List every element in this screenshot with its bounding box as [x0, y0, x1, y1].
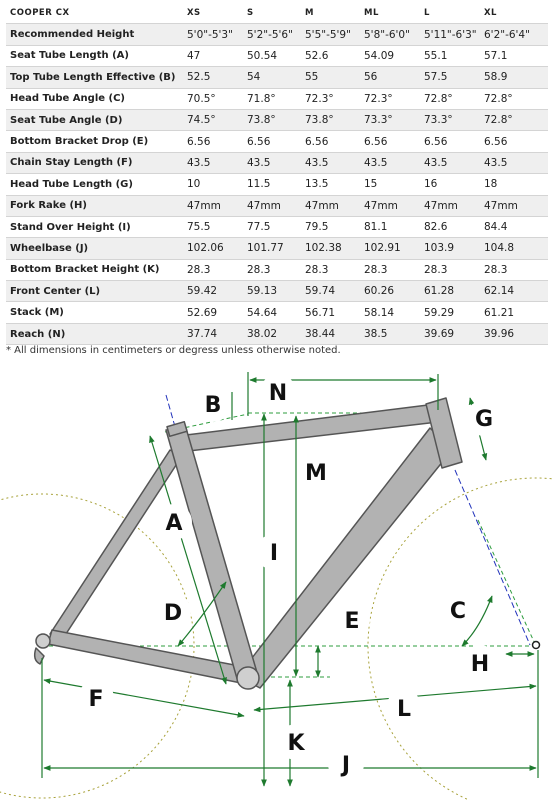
table-cell: 73.8° [243, 109, 301, 130]
row-label: Bottom Bracket Height (K) [6, 259, 183, 280]
svg-text:B: B [204, 393, 222, 418]
label-k [278, 724, 314, 760]
label-n [260, 374, 296, 410]
table-cell: 79.5 [301, 216, 360, 237]
svg-text:A: A [165, 511, 183, 536]
table-cell: 72.8° [420, 88, 480, 109]
table-row [6, 131, 548, 152]
front-wheel-arc [368, 478, 554, 800]
table-row [6, 45, 548, 66]
table-cell: 50.54 [243, 45, 301, 66]
table-cell: 58.14 [360, 302, 420, 323]
table-cell: 81.1 [360, 216, 420, 237]
table-row [6, 302, 548, 323]
label-j [328, 746, 364, 782]
table-cell: 56.71 [301, 302, 360, 323]
table-cell: 59.13 [243, 281, 301, 302]
row-label: Recommended Height [6, 24, 183, 45]
svg-text:G: G [474, 407, 494, 432]
table-cell: 104.8 [480, 238, 548, 259]
table-cell: 43.5 [183, 152, 243, 173]
table-cell: 6'2"-6'4" [480, 24, 548, 45]
table-cell: 52.5 [183, 67, 243, 88]
table-cell: 28.3 [301, 259, 360, 280]
rear-dropout [36, 634, 50, 648]
table-cell: 101.77 [243, 238, 301, 259]
table-cell: 72.3° [301, 88, 360, 109]
table-cell: 47mm [243, 195, 301, 216]
table-cell: 102.06 [183, 238, 243, 259]
table-cell: 82.6 [420, 216, 480, 237]
table-cell: 38.5 [360, 323, 420, 344]
table-cell: 47mm [301, 195, 360, 216]
svg-text:J: J [341, 753, 351, 778]
table-cell: 43.5 [301, 152, 360, 173]
dim-f-line [44, 680, 244, 716]
row-label: Top Tube Length Effective (B) [6, 67, 183, 88]
table-cell: 70.5° [183, 88, 243, 109]
table-cell: 71.8° [243, 88, 301, 109]
table-cell: 72.8° [480, 88, 548, 109]
table-cell: 38.44 [301, 323, 360, 344]
table-cell: 38.02 [243, 323, 301, 344]
table-cell: 28.3 [420, 259, 480, 280]
label-m [298, 454, 334, 490]
table-cell: 54 [243, 67, 301, 88]
label-d [155, 594, 191, 630]
svg-text:D: D [163, 601, 183, 626]
table-row [6, 238, 548, 259]
table-cell: 73.8° [301, 109, 360, 130]
table-cell: 39.69 [420, 323, 480, 344]
table-cell: 15 [360, 174, 420, 195]
frame-geometry-diagram [0, 362, 554, 800]
table-cell: 5'0"-5'3" [183, 24, 243, 45]
model-name-header: COOPER CX [6, 3, 183, 24]
row-label: Reach (N) [6, 323, 183, 344]
table-cell: 43.5 [360, 152, 420, 173]
table-cell: 11.5 [243, 174, 301, 195]
size-header-s: S [243, 3, 301, 24]
row-label: Seat Tube Angle (D) [6, 109, 183, 130]
table-row [6, 174, 548, 195]
row-label: Chain Stay Length (F) [6, 152, 183, 173]
row-label: Fork Rake (H) [6, 195, 183, 216]
table-cell: 28.3 [360, 259, 420, 280]
table-cell: 16 [420, 174, 480, 195]
bottom-bracket [237, 667, 259, 689]
row-label: Bottom Bracket Drop (E) [6, 131, 183, 152]
table-header-row [6, 3, 548, 24]
table-cell: 47mm [480, 195, 548, 216]
label-h [462, 645, 498, 681]
table-cell: 59.29 [420, 302, 480, 323]
table-cell: 102.91 [360, 238, 420, 259]
table-cell: 75.5 [183, 216, 243, 237]
table-cell: 55.1 [420, 45, 480, 66]
size-header-xs: XS [183, 3, 243, 24]
table-cell: 6.56 [301, 131, 360, 152]
table-row [6, 281, 548, 302]
table-cell: 6.56 [243, 131, 301, 152]
label-a [156, 504, 192, 540]
table-cell: 73.3° [360, 109, 420, 130]
svg-text:I: I [269, 541, 279, 566]
table-cell: 59.74 [301, 281, 360, 302]
fork-offset-line [478, 520, 536, 646]
label-i [256, 534, 292, 570]
size-header-m: M [301, 3, 360, 24]
table-row [6, 195, 548, 216]
table-cell: 84.4 [480, 216, 548, 237]
table-cell: 73.3° [420, 109, 480, 130]
table-row [6, 88, 548, 109]
table-cell: 77.5 [243, 216, 301, 237]
size-header-l: L [420, 3, 480, 24]
table-cell: 55 [301, 67, 360, 88]
footnote: * All dimensions in centimeters or degress unless otherwise noted. [6, 345, 341, 356]
table-cell: 102.38 [301, 238, 360, 259]
table-cell: 6.56 [480, 131, 548, 152]
row-label: Stand Over Height (I) [6, 216, 183, 237]
table-cell: 6.56 [420, 131, 480, 152]
table-cell: 54.09 [360, 45, 420, 66]
table-row [6, 259, 548, 280]
table-row [6, 109, 548, 130]
table-cell: 59.42 [183, 281, 243, 302]
row-label: Head Tube Angle (C) [6, 88, 183, 109]
table-cell: 52.69 [183, 302, 243, 323]
table-cell: 10 [183, 174, 243, 195]
table-row [6, 323, 548, 344]
label-f [78, 680, 114, 716]
table-cell: 39.96 [480, 323, 548, 344]
svg-text:M: M [305, 461, 327, 486]
table-cell: 61.28 [420, 281, 480, 302]
table-cell: 18 [480, 174, 548, 195]
table-cell: 72.3° [360, 88, 420, 109]
table-cell: 43.5 [243, 152, 301, 173]
table-cell: 103.9 [420, 238, 480, 259]
table-cell: 56 [360, 67, 420, 88]
svg-text:H: H [470, 652, 490, 677]
table-row [6, 152, 548, 173]
svg-text:F: F [88, 687, 104, 712]
row-label: Wheelbase (J) [6, 238, 183, 259]
label-c [440, 592, 476, 628]
table-body [6, 24, 548, 345]
table-cell: 5'8"-6'0" [360, 24, 420, 45]
table-row [6, 216, 548, 237]
table-cell: 28.3 [243, 259, 301, 280]
geometry-table [6, 3, 548, 345]
table-cell: 62.14 [480, 281, 548, 302]
size-header-ml: ML [360, 3, 420, 24]
row-label: Head Tube Length (G) [6, 174, 183, 195]
table-cell: 57.5 [420, 67, 480, 88]
table-cell: 37.74 [183, 323, 243, 344]
label-l [386, 690, 422, 726]
label-g [466, 400, 502, 436]
table-cell: 54.64 [243, 302, 301, 323]
table-cell: 74.5° [183, 109, 243, 130]
table-cell: 61.21 [480, 302, 548, 323]
label-e [334, 602, 370, 638]
table-cell: 47mm [360, 195, 420, 216]
table-row [6, 67, 548, 88]
row-label: Front Center (L) [6, 281, 183, 302]
table-cell: 28.3 [183, 259, 243, 280]
table-row [6, 24, 548, 45]
table-cell: 43.5 [480, 152, 548, 173]
table-cell: 58.9 [480, 67, 548, 88]
table-cell: 72.8° [480, 109, 548, 130]
table-cell: 43.5 [420, 152, 480, 173]
chain-stay [48, 630, 250, 684]
row-label: Stack (M) [6, 302, 183, 323]
table-cell: 5'11"-6'3" [420, 24, 480, 45]
table-cell: 6.56 [183, 131, 243, 152]
table-cell: 47mm [420, 195, 480, 216]
table-cell: 5'5"-5'9" [301, 24, 360, 45]
table-cell: 57.1 [480, 45, 548, 66]
table-cell: 28.3 [480, 259, 548, 280]
table-cell: 5'2"-5'6" [243, 24, 301, 45]
svg-text:L: L [396, 697, 412, 722]
svg-text:C: C [449, 599, 467, 624]
svg-text:K: K [287, 731, 305, 756]
table-cell: 60.26 [360, 281, 420, 302]
svg-text:N: N [268, 381, 288, 406]
svg-text:E: E [344, 609, 360, 634]
size-header-xl: XL [480, 3, 548, 24]
label-b [195, 386, 231, 422]
table-cell: 47mm [183, 195, 243, 216]
front-axle [533, 642, 540, 649]
table-cell: 6.56 [360, 131, 420, 152]
table-cell: 13.5 [301, 174, 360, 195]
row-label: Seat Tube Length (A) [6, 45, 183, 66]
table-cell: 52.6 [301, 45, 360, 66]
table-cell: 47 [183, 45, 243, 66]
